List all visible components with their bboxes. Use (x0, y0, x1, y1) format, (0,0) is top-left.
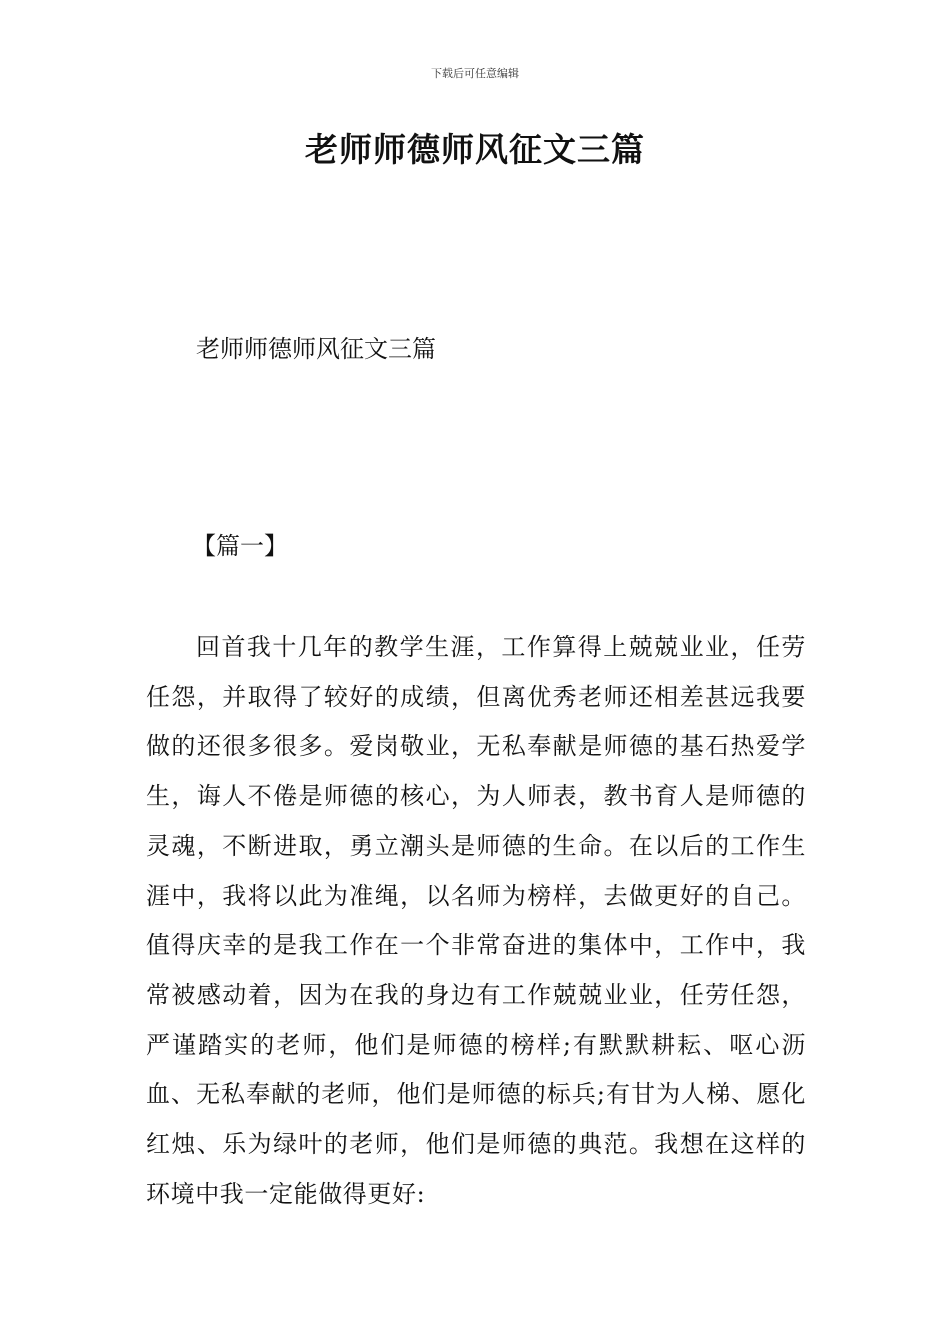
header-note: 下载后可任意编辑 (431, 67, 519, 80)
section-heading: 【篇一】 (192, 532, 288, 560)
document-title: 老师师德师风征文三篇 (305, 130, 645, 169)
document-subtitle: 老师师德师风征文三篇 (196, 335, 436, 363)
body-paragraph: 回首我十几年的教学生涯，工作算得上兢兢业业，任劳任怨，并取得了较好的成绩，但离优秀老师还相差甚远我要做的还很多很多。爱岗敬业，无私奉献是师德的基石热爱学生，诲人不倦是师德的核心，为人师表，教书育人是师德的灵魂，不断进取，勇立潮头是师德的生命。在以后的工作生涯中，我将以此为准绳，以名师为榜样，去做更好的自己。值得庆幸的是我工作在一个非常奋进的集体中，工作中，我常被感动着，因为在我的身边有工作兢兢业业，任劳任怨，严谨踏实的老师，他们是师德的榜样;有默默耕耘、呕心沥血、无私奉献的老师，他们是师德的标兵;有甘为人梯、愿化红烛、乐为绿叶的老师，他们是师德的典范。我想在这样的环境中我一定能做得更好: (146, 633, 806, 1208)
